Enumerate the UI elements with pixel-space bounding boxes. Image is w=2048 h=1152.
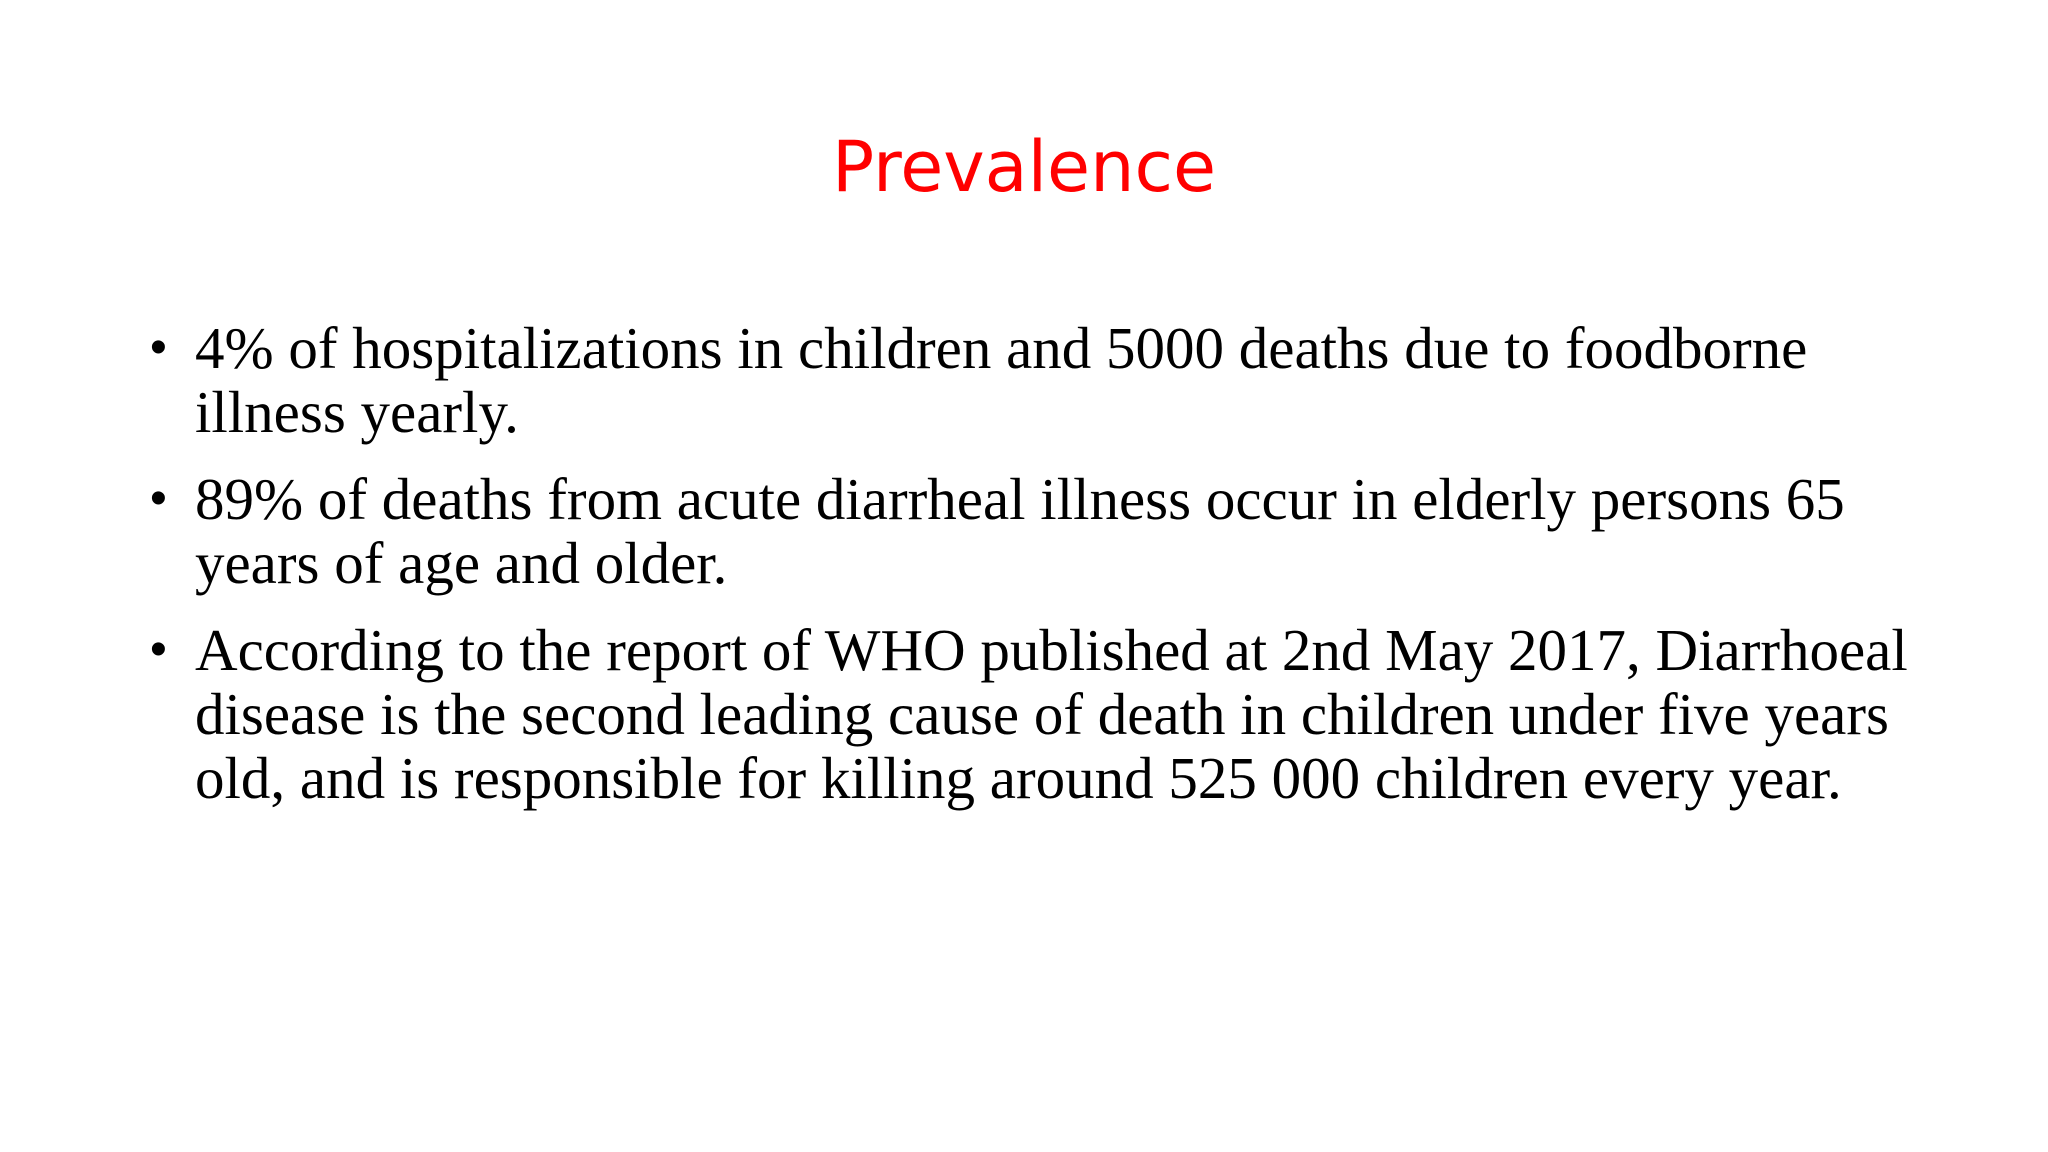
bullet-item: [150, 467, 1910, 595]
bullet-text: • 89% of deaths from acute diarrheal illness occur in elderly persons 65 years of age and older.: [195, 466, 1845, 596]
slide-title: Prevalence: [831, 126, 1217, 208]
bullet-item: [150, 618, 1910, 810]
bullet-list: [150, 316, 1910, 833]
bullet-text: • 4% of hospitalizations in children and 5000 deaths due to foodborne illness yearly.: [195, 315, 1808, 445]
bullet-item: [150, 316, 1910, 444]
bullet-text: • According to the report of WHO published at 2nd May 2017, Diarrhoeal disease is the second leading cause of death in children under five years old, and is responsible for killing around 525 000 children every year.: [195, 617, 1908, 811]
